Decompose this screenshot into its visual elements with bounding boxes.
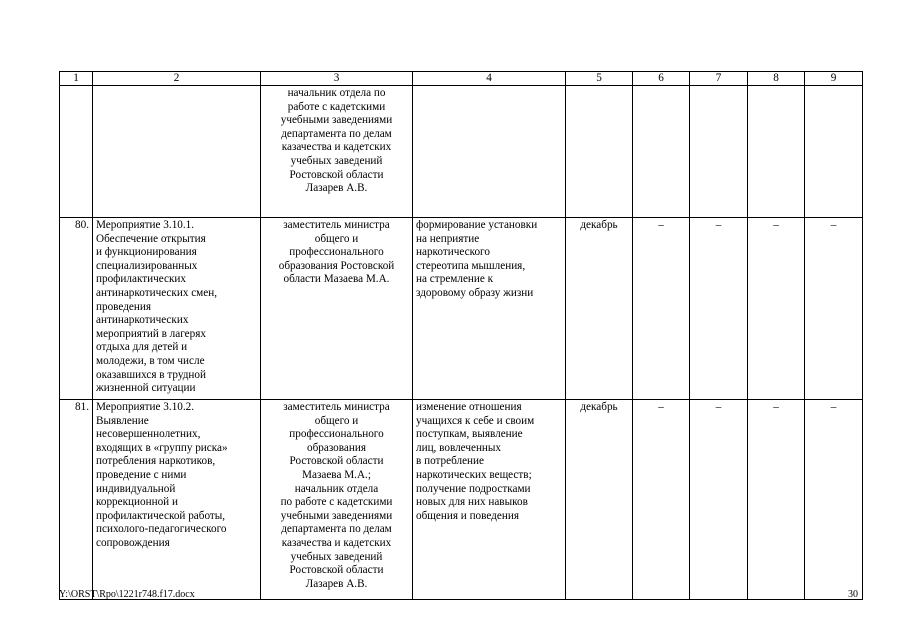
cell-line: изменение отношения — [416, 401, 522, 413]
cell-line: общения и поведения — [416, 509, 519, 522]
cell-line: учебных заведений — [290, 550, 383, 563]
cell-line: общего и — [314, 414, 359, 427]
cell-line: психолого-педагогического — [96, 523, 227, 536]
cell-line: получение подростками — [416, 482, 531, 495]
empty-value-cell: – — [690, 218, 748, 400]
cell-line: наркотического — [416, 246, 490, 259]
responsible-cell — [261, 218, 413, 400]
empty-value-cell: – — [805, 218, 863, 400]
cell-line: казачества и кадетских — [281, 536, 392, 549]
empty-value-cell: – — [748, 218, 805, 400]
table-row — [60, 218, 863, 400]
cell-line: отдыха для детей и — [96, 341, 188, 354]
header-cell: 9 — [805, 72, 863, 86]
cell-line: заместитель министра — [283, 401, 390, 413]
cell-line: индивидуальной — [96, 482, 176, 495]
document-file-path: Y:\ORST\Rpo\1221r748.f17.docx — [59, 589, 195, 600]
responsible-cell — [261, 400, 413, 600]
cell-line: на неприятие — [416, 232, 480, 245]
header-cell: 5 — [566, 72, 633, 86]
cell-line: Лазарев А.В. — [305, 182, 368, 195]
header-cell: 8 — [748, 72, 805, 86]
deadline-cell: декабрь — [566, 400, 633, 600]
cell-line: несовершеннолетних, — [96, 428, 201, 441]
cell-line: потребления наркотиков, — [96, 455, 216, 468]
cell-line: общего и — [314, 232, 359, 245]
event-cell — [93, 218, 261, 400]
header-cell: 4 — [413, 72, 566, 86]
num-cell — [60, 86, 93, 218]
header-cell: 6 — [633, 72, 690, 86]
cell-line: Мазаева М.А.; — [302, 468, 371, 481]
cell-line: департамента по делам — [281, 523, 392, 536]
empty-value-cell: – — [690, 400, 748, 600]
cell-line: антинаркотических — [96, 314, 189, 327]
empty-value-cell: – — [748, 400, 805, 600]
cell-line: Мероприятие 3.10.1. — [96, 219, 195, 231]
cell-line: специализированных — [96, 259, 198, 272]
event-cell — [93, 86, 261, 218]
cell-line: оказавшихся в трудной — [96, 368, 206, 381]
cell-line: учащихся к себе и своим — [416, 414, 535, 427]
cell-line: новых для них навыков — [416, 496, 528, 509]
cell-line: антинаркотических смен, — [96, 286, 218, 299]
cell-line: области Мазаева М.А. — [283, 273, 390, 286]
cell-line: Ростовской области — [289, 168, 384, 181]
empty-value-cell: – — [633, 400, 690, 600]
row-number: 81. — [60, 400, 93, 600]
cell-line: сопровождения — [96, 536, 170, 549]
empty-value-cell: – — [633, 218, 690, 400]
cell-line: жизненной ситуации — [96, 382, 196, 395]
cell-line: Ростовской области — [289, 455, 384, 468]
cell-line: профессионального — [289, 428, 384, 441]
cell-line: начальник отдела по — [287, 87, 386, 99]
header-row — [60, 72, 863, 86]
responsible-cell — [261, 86, 413, 218]
cell-line: начальник отдела — [294, 482, 379, 495]
table-row — [60, 400, 863, 600]
cell-line: мероприятий в лагерях — [96, 327, 206, 340]
cell-line: образования Ростовской — [278, 259, 395, 272]
cell-line: департамента по делам — [281, 127, 392, 140]
cell-line: проведение с ними — [96, 468, 187, 481]
cell-line: Мероприятие 3.10.2. — [96, 401, 195, 413]
cell-line: учебных заведений — [290, 154, 383, 167]
cell-line: коррекционной и — [96, 496, 178, 509]
cell-line: и функционирования — [96, 246, 197, 259]
cell-line: Выявление — [96, 414, 149, 427]
row-number: 80. — [60, 218, 93, 400]
cell-line: поступкам, выявление — [416, 428, 523, 441]
deadline-cell: декабрь — [566, 218, 633, 400]
header-cell: 1 — [60, 72, 93, 86]
cell-line: профилактической работы, — [96, 509, 226, 522]
cell-line: проведения — [96, 300, 151, 313]
cell-line: молодежи, в том числе — [96, 354, 205, 367]
cell-line: стереотипа мышления, — [416, 259, 526, 272]
deadline-cell — [566, 86, 633, 218]
event-cell — [93, 400, 261, 600]
continuation-row — [60, 86, 863, 218]
cell-line: наркотических веществ; — [416, 468, 532, 481]
empty-value-cell: – — [805, 400, 863, 600]
cell-line: работе с кадетскими — [287, 100, 386, 113]
cell-line: учебными заведениями — [280, 114, 393, 127]
cell-line: образования — [306, 441, 366, 454]
cell-line: Лазарев А.В. — [305, 577, 368, 590]
page-number: 30 — [848, 589, 858, 600]
cell-line: профилактических — [96, 273, 186, 286]
cell-line: на стремление к — [416, 273, 494, 286]
cell-line: формирование установки — [416, 219, 538, 231]
cell-line: Обеспечение открытия — [96, 232, 206, 245]
result-cell — [413, 218, 566, 400]
cell-line: Ростовской области — [289, 564, 384, 577]
result-cell — [413, 400, 566, 600]
cell-line: здоровому образу жизни — [416, 286, 534, 299]
cell-line: в потребление — [416, 455, 484, 468]
cell-line: казачества и кадетских — [281, 141, 392, 154]
cell-line: профессионального — [289, 246, 384, 259]
cell-line: входящих в «группу риска» — [96, 441, 228, 454]
schedule-table — [59, 71, 863, 600]
cell-line: лиц, вовлеченных — [416, 441, 502, 454]
header-cell: 3 — [261, 72, 413, 86]
header-cell: 2 — [93, 72, 261, 86]
header-cell: 7 — [690, 72, 748, 86]
cell-line: по работе с кадетскими — [280, 496, 393, 509]
result-cell — [413, 86, 566, 218]
cell-line: учебными заведениями — [280, 509, 393, 522]
cell-line: заместитель министра — [283, 219, 390, 231]
